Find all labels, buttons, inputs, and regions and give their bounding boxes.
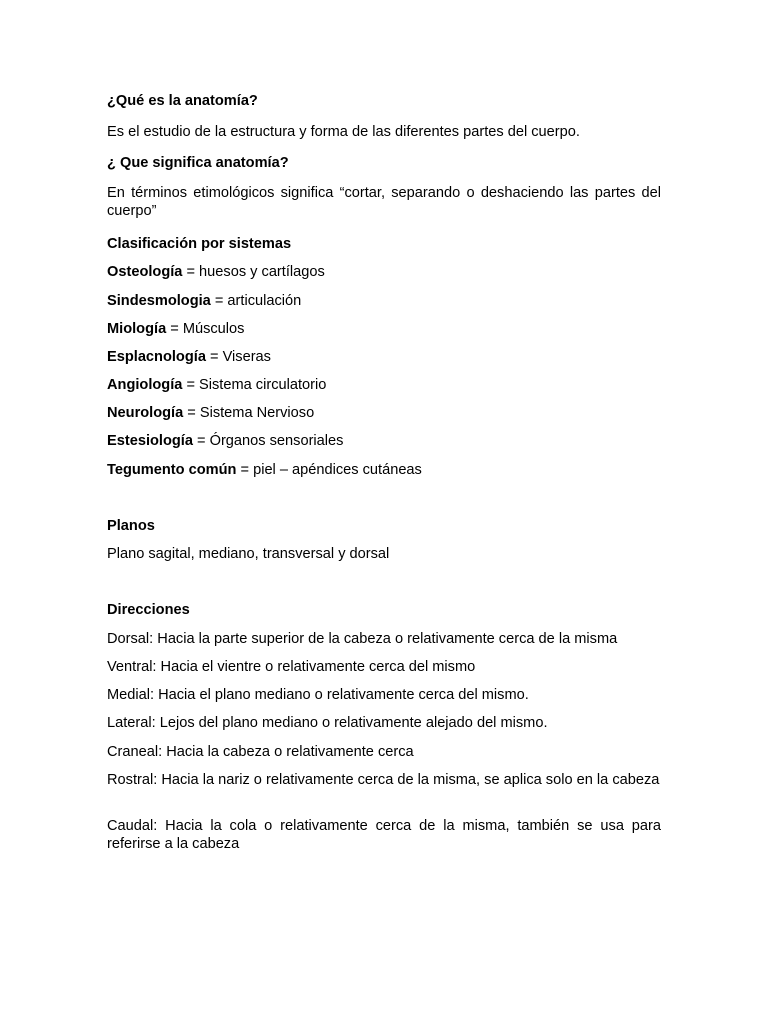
system-item [107,376,661,394]
system-term: Osteología [107,264,183,280]
system-item [107,348,661,366]
system-definition: = Órganos sensoriales [192,433,344,449]
question-heading: ¿ Que significa anatomía? [107,155,289,171]
system-term: Tegumento común [107,462,237,478]
direction-item: Ventral: Hacia el vientre o relativamente cerca del mismo [107,659,476,675]
direction-item: Dorsal: Hacia la parte superior de la cabeza o relativamente cerca de la misma [107,631,618,647]
direction-item: Rostral: Hacia la nariz o relativamente cerca de la misma, se aplica solo en la cabeza [107,772,660,788]
answer-paragraph: Es el estudio de la estructura y forma de las diferentes partes del cuerpo. [107,124,580,140]
system-item [107,432,661,450]
system-definition: = Sistema circulatorio [182,377,327,393]
system-term: Miología [107,321,167,337]
direction-item: Craneal: Hacia la cabeza o relativamente cerca [107,744,414,760]
system-item [107,404,661,422]
system-definition: = Viseras [205,349,271,365]
system-term: Neurología [107,405,184,421]
system-term: Esplacnología [107,349,206,365]
system-definition: = Sistema Nervioso [183,405,315,421]
system-term: Estesiología [107,433,193,449]
system-definition: = huesos y cartílagos [182,264,325,280]
system-item [107,263,661,281]
system-definition: = piel – apéndices cutáneas [236,462,422,478]
section-heading-direcciones: Direcciones [107,602,190,618]
direction-item: Lateral: Lejos del plano mediano o relativamente alejado del mismo. [107,715,548,731]
section-heading-clasificacion: Clasificación por sistemas [107,236,292,252]
question-heading: ¿Qué es la anatomía? [107,93,258,109]
system-item [107,461,661,479]
system-item [107,292,661,310]
system-definition: = articulación [210,293,302,309]
planos-paragraph: Plano sagital, mediano, transversal y dorsal [107,546,390,562]
direction-item: Caudal: Hacia la cola o relativamente cerca de la misma, también se usa para referirse a la cabeza [107,818,661,852]
direction-item: Medial: Hacia el plano mediano o relativamente cerca del mismo. [107,687,529,703]
section-heading-planos: Planos [107,518,155,534]
system-item [107,320,661,338]
system-term: Sindesmologia [107,293,211,309]
answer-paragraph: En términos etimológicos significa “cortar, separando o deshaciendo las partes del cuerpo” [107,185,661,219]
system-term: Angiología [107,377,183,393]
system-definition: = Músculos [166,321,245,337]
